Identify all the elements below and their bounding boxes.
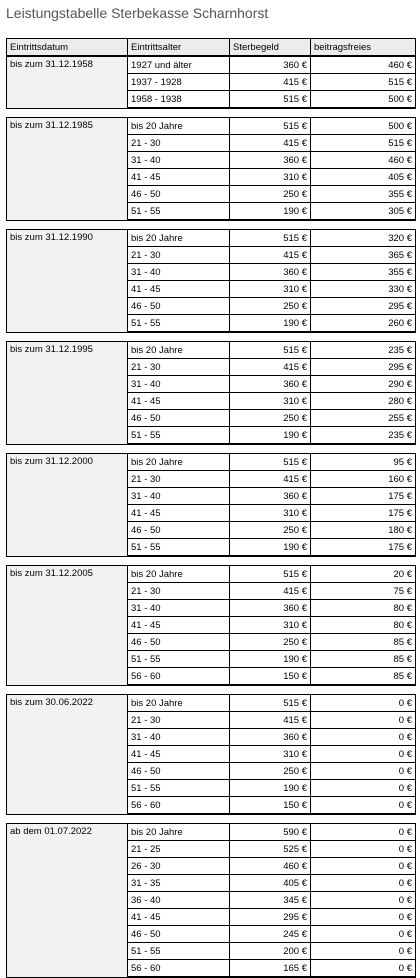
eintrittsalter-cell: 1927 und älter xyxy=(128,56,230,74)
beitragsfreies-cell: 320 € xyxy=(311,230,416,247)
beitragsfreies-cell: 85 € xyxy=(311,668,416,686)
header-sterbegeld: Sterbegeld xyxy=(230,39,311,57)
beitragsfreies-cell: 305 € xyxy=(311,203,416,221)
eintrittsdatum-cell: bis zum 31.12.2000 xyxy=(7,454,128,557)
benefits-table xyxy=(6,38,416,978)
sterbegeld-cell: 200 € xyxy=(230,943,311,960)
sterbegeld-cell: 310 € xyxy=(230,169,311,186)
sterbegeld-cell: 250 € xyxy=(230,298,311,315)
sterbegeld-cell: 250 € xyxy=(230,763,311,780)
sterbegeld-cell: 460 € xyxy=(230,858,311,875)
sterbegeld-cell: 250 € xyxy=(230,410,311,427)
sterbegeld-cell: 515 € xyxy=(230,454,311,471)
beitragsfreies-cell: 255 € xyxy=(311,410,416,427)
beitragsfreies-cell: 175 € xyxy=(311,539,416,557)
table-row xyxy=(7,824,416,841)
sterbegeld-cell: 360 € xyxy=(230,729,311,746)
beitragsfreies-cell: 0 € xyxy=(311,763,416,780)
eintrittsalter-cell: 56 - 60 xyxy=(128,797,230,815)
eintrittsalter-cell: 21 - 25 xyxy=(128,841,230,858)
beitragsfreies-cell: 0 € xyxy=(311,797,416,815)
eintrittsalter-cell: 51 - 55 xyxy=(128,539,230,557)
page-title: Leistungstabelle Sterbekasse Scharnhorst xyxy=(6,5,269,21)
eintrittsalter-cell: 51 - 55 xyxy=(128,203,230,221)
eintrittsalter-cell: 21 - 30 xyxy=(128,247,230,264)
sterbegeld-cell: 310 € xyxy=(230,746,311,763)
beitragsfreies-cell: 80 € xyxy=(311,600,416,617)
eintrittsdatum-cell: bis zum 30.06.2022 xyxy=(7,695,128,815)
sterbegeld-cell: 165 € xyxy=(230,960,311,978)
eintrittsalter-cell: 46 - 50 xyxy=(128,410,230,427)
beitragsfreies-cell: 515 € xyxy=(311,135,416,152)
table-header-row xyxy=(7,39,416,57)
sterbegeld-cell: 245 € xyxy=(230,926,311,943)
eintrittsalter-cell: 31 - 40 xyxy=(128,376,230,393)
eintrittsalter-cell: 51 - 55 xyxy=(128,943,230,960)
eintrittsalter-cell: 21 - 30 xyxy=(128,583,230,600)
sterbegeld-cell: 515 € xyxy=(230,342,311,359)
header-eintrittsdatum: Eintrittsdatum xyxy=(7,39,128,57)
eintrittsalter-cell: 21 - 30 xyxy=(128,712,230,729)
beitragsfreies-cell: 85 € xyxy=(311,634,416,651)
beitragsfreies-cell: 0 € xyxy=(311,841,416,858)
beitragsfreies-cell: 0 € xyxy=(311,960,416,978)
eintrittsalter-cell: 31 - 40 xyxy=(128,729,230,746)
eintrittsalter-cell: bis 20 Jahre xyxy=(128,695,230,712)
group-spacer-cell xyxy=(7,220,416,230)
eintrittsdatum-cell: bis zum 31.12.2005 xyxy=(7,566,128,686)
eintrittsalter-cell: bis 20 Jahre xyxy=(128,454,230,471)
sterbegeld-cell: 310 € xyxy=(230,617,311,634)
eintrittsalter-cell: 1958 - 1938 xyxy=(128,91,230,109)
table-row xyxy=(7,342,416,359)
beitragsfreies-cell: 260 € xyxy=(311,315,416,333)
sterbegeld-cell: 405 € xyxy=(230,875,311,892)
eintrittsalter-cell: bis 20 Jahre xyxy=(128,566,230,583)
sterbegeld-cell: 415 € xyxy=(230,359,311,376)
beitragsfreies-cell: 0 € xyxy=(311,875,416,892)
eintrittsalter-cell: 46 - 50 xyxy=(128,522,230,539)
eintrittsalter-cell: 56 - 60 xyxy=(128,668,230,686)
beitragsfreies-cell: 75 € xyxy=(311,583,416,600)
eintrittsalter-cell: 51 - 55 xyxy=(128,651,230,668)
table-body xyxy=(7,39,416,978)
group-spacer-cell xyxy=(7,556,416,566)
eintrittsalter-cell: 31 - 35 xyxy=(128,875,230,892)
beitragsfreies-cell: 0 € xyxy=(311,712,416,729)
eintrittsalter-cell: 51 - 55 xyxy=(128,780,230,797)
sterbegeld-cell: 190 € xyxy=(230,315,311,333)
header-beitragsfreies: beitragsfreies xyxy=(311,39,416,57)
sterbegeld-cell: 360 € xyxy=(230,376,311,393)
beitragsfreies-cell: 355 € xyxy=(311,186,416,203)
eintrittsalter-cell: 26 - 30 xyxy=(128,858,230,875)
group-spacer xyxy=(7,444,416,454)
beitragsfreies-cell: 85 € xyxy=(311,651,416,668)
sterbegeld-cell: 415 € xyxy=(230,583,311,600)
eintrittsalter-cell: 46 - 50 xyxy=(128,926,230,943)
eintrittsalter-cell: 41 - 45 xyxy=(128,393,230,410)
beitragsfreies-cell: 355 € xyxy=(311,264,416,281)
sterbegeld-cell: 360 € xyxy=(230,488,311,505)
eintrittsdatum-cell: bis zum 31.12.1990 xyxy=(7,230,128,333)
eintrittsalter-cell: 51 - 55 xyxy=(128,315,230,333)
sterbegeld-cell: 415 € xyxy=(230,74,311,91)
table-row xyxy=(7,695,416,712)
sterbegeld-cell: 250 € xyxy=(230,634,311,651)
sterbegeld-cell: 190 € xyxy=(230,203,311,221)
beitragsfreies-cell: 0 € xyxy=(311,780,416,797)
group-spacer-cell xyxy=(7,332,416,342)
sterbegeld-cell: 515 € xyxy=(230,118,311,135)
table-row xyxy=(7,230,416,247)
group-spacer xyxy=(7,108,416,118)
eintrittsalter-cell: 36 - 40 xyxy=(128,892,230,909)
beitragsfreies-cell: 460 € xyxy=(311,152,416,169)
beitragsfreies-cell: 0 € xyxy=(311,858,416,875)
beitragsfreies-cell: 160 € xyxy=(311,471,416,488)
sterbegeld-cell: 515 € xyxy=(230,695,311,712)
beitragsfreies-cell: 295 € xyxy=(311,298,416,315)
beitragsfreies-cell: 405 € xyxy=(311,169,416,186)
group-spacer-cell xyxy=(7,108,416,118)
group-spacer xyxy=(7,220,416,230)
beitragsfreies-cell: 20 € xyxy=(311,566,416,583)
eintrittsalter-cell: 41 - 45 xyxy=(128,505,230,522)
sterbegeld-cell: 190 € xyxy=(230,780,311,797)
eintrittsalter-cell: 46 - 50 xyxy=(128,298,230,315)
sterbegeld-cell: 415 € xyxy=(230,247,311,264)
eintrittsalter-cell: 46 - 50 xyxy=(128,763,230,780)
sterbegeld-cell: 190 € xyxy=(230,427,311,445)
sterbegeld-cell: 515 € xyxy=(230,91,311,109)
eintrittsalter-cell: 21 - 30 xyxy=(128,359,230,376)
beitragsfreies-cell: 295 € xyxy=(311,359,416,376)
eintrittsdatum-cell: bis zum 31.12.1995 xyxy=(7,342,128,445)
group-spacer-cell xyxy=(7,814,416,824)
group-spacer xyxy=(7,685,416,695)
eintrittsalter-cell: 41 - 45 xyxy=(128,169,230,186)
beitragsfreies-cell: 0 € xyxy=(311,892,416,909)
group-spacer-cell xyxy=(7,444,416,454)
beitragsfreies-cell: 0 € xyxy=(311,746,416,763)
eintrittsalter-cell: 1937 - 1928 xyxy=(128,74,230,91)
sterbegeld-cell: 190 € xyxy=(230,651,311,668)
beitragsfreies-cell: 0 € xyxy=(311,909,416,926)
sterbegeld-cell: 415 € xyxy=(230,471,311,488)
sterbegeld-cell: 150 € xyxy=(230,668,311,686)
eintrittsalter-cell: 21 - 30 xyxy=(128,135,230,152)
beitragsfreies-cell: 175 € xyxy=(311,488,416,505)
beitragsfreies-cell: 235 € xyxy=(311,342,416,359)
sterbegeld-cell: 250 € xyxy=(230,522,311,539)
sterbegeld-cell: 345 € xyxy=(230,892,311,909)
sterbegeld-cell: 360 € xyxy=(230,600,311,617)
group-spacer xyxy=(7,556,416,566)
sterbegeld-cell: 250 € xyxy=(230,186,311,203)
header-eintrittsalter: Eintrittsalter xyxy=(128,39,230,57)
sterbegeld-cell: 515 € xyxy=(230,230,311,247)
beitragsfreies-cell: 365 € xyxy=(311,247,416,264)
eintrittsalter-cell: bis 20 Jahre xyxy=(128,118,230,135)
sterbegeld-cell: 360 € xyxy=(230,264,311,281)
beitragsfreies-cell: 0 € xyxy=(311,943,416,960)
beitragsfreies-cell: 500 € xyxy=(311,118,416,135)
eintrittsalter-cell: 56 - 60 xyxy=(128,960,230,978)
beitragsfreies-cell: 0 € xyxy=(311,824,416,841)
eintrittsdatum-cell: ab dem 01.07.2022 xyxy=(7,824,128,978)
sterbegeld-cell: 310 € xyxy=(230,281,311,298)
table-row xyxy=(7,56,416,74)
sterbegeld-cell: 310 € xyxy=(230,505,311,522)
sterbegeld-cell: 190 € xyxy=(230,539,311,557)
group-spacer xyxy=(7,814,416,824)
eintrittsalter-cell: 41 - 45 xyxy=(128,617,230,634)
sterbegeld-cell: 525 € xyxy=(230,841,311,858)
group-spacer xyxy=(7,332,416,342)
sterbegeld-cell: 415 € xyxy=(230,712,311,729)
table-row xyxy=(7,118,416,135)
sterbegeld-cell: 515 € xyxy=(230,566,311,583)
beitragsfreies-cell: 175 € xyxy=(311,505,416,522)
beitragsfreies-cell: 80 € xyxy=(311,617,416,634)
eintrittsdatum-cell: bis zum 31.12.1958 xyxy=(7,56,128,108)
beitragsfreies-cell: 180 € xyxy=(311,522,416,539)
eintrittsalter-cell: 41 - 45 xyxy=(128,281,230,298)
eintrittsalter-cell: 51 - 55 xyxy=(128,427,230,445)
eintrittsalter-cell: 31 - 40 xyxy=(128,488,230,505)
eintrittsalter-cell: 46 - 50 xyxy=(128,634,230,651)
group-spacer-cell xyxy=(7,685,416,695)
eintrittsalter-cell: bis 20 Jahre xyxy=(128,230,230,247)
beitragsfreies-cell: 0 € xyxy=(311,926,416,943)
eintrittsdatum-cell: bis zum 31.12.1985 xyxy=(7,118,128,221)
sterbegeld-cell: 360 € xyxy=(230,56,311,74)
eintrittsalter-cell: 46 - 50 xyxy=(128,186,230,203)
beitragsfreies-cell: 235 € xyxy=(311,427,416,445)
eintrittsalter-cell: 41 - 45 xyxy=(128,746,230,763)
beitragsfreies-cell: 500 € xyxy=(311,91,416,109)
beitragsfreies-cell: 0 € xyxy=(311,729,416,746)
beitragsfreies-cell: 330 € xyxy=(311,281,416,298)
eintrittsalter-cell: 31 - 40 xyxy=(128,600,230,617)
eintrittsalter-cell: 31 - 40 xyxy=(128,264,230,281)
beitragsfreies-cell: 280 € xyxy=(311,393,416,410)
beitragsfreies-cell: 95 € xyxy=(311,454,416,471)
eintrittsalter-cell: 21 - 30 xyxy=(128,471,230,488)
sterbegeld-cell: 310 € xyxy=(230,393,311,410)
eintrittsalter-cell: bis 20 Jahre xyxy=(128,824,230,841)
eintrittsalter-cell: 41 - 45 xyxy=(128,909,230,926)
table-row xyxy=(7,566,416,583)
sterbegeld-cell: 590 € xyxy=(230,824,311,841)
beitragsfreies-cell: 0 € xyxy=(311,695,416,712)
sterbegeld-cell: 295 € xyxy=(230,909,311,926)
beitragsfreies-cell: 460 € xyxy=(311,56,416,74)
sterbegeld-cell: 150 € xyxy=(230,797,311,815)
eintrittsalter-cell: bis 20 Jahre xyxy=(128,342,230,359)
table-row xyxy=(7,454,416,471)
beitragsfreies-cell: 515 € xyxy=(311,74,416,91)
beitragsfreies-cell: 290 € xyxy=(311,376,416,393)
eintrittsalter-cell: 31 - 40 xyxy=(128,152,230,169)
sterbegeld-cell: 360 € xyxy=(230,152,311,169)
sterbegeld-cell: 415 € xyxy=(230,135,311,152)
